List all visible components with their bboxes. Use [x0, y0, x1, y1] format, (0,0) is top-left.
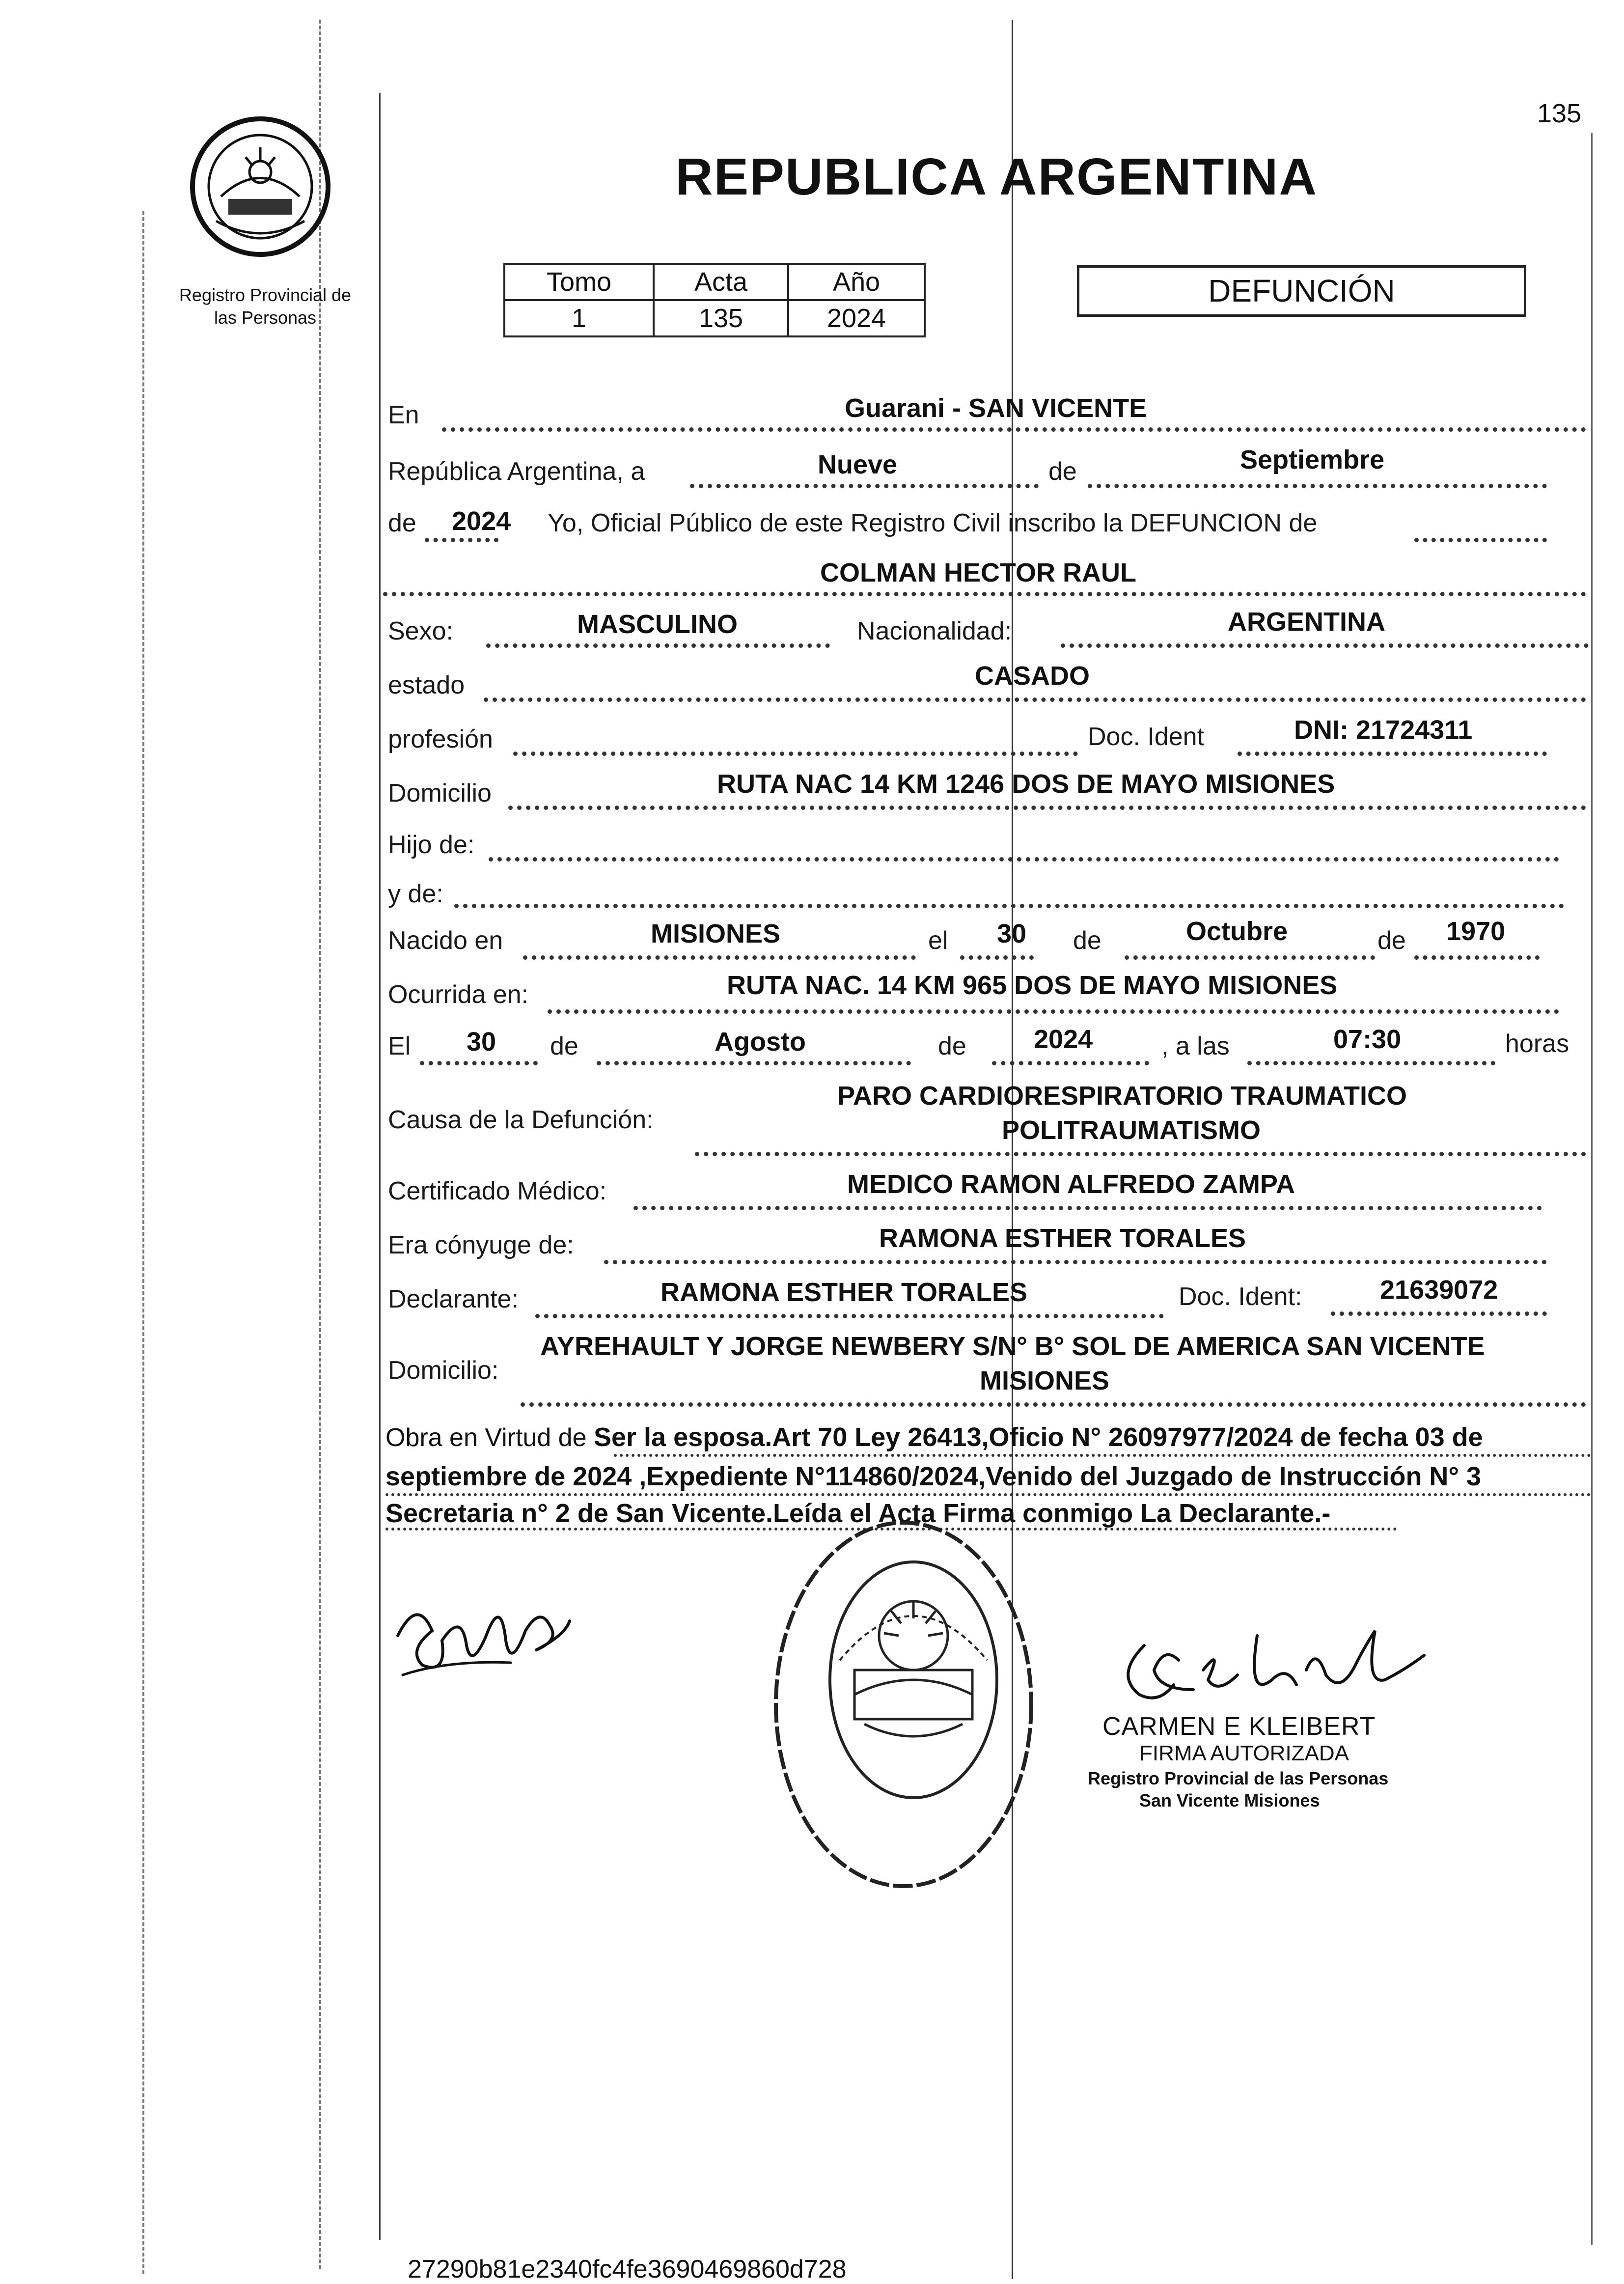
nacido-dots — [523, 955, 916, 960]
domicilio2-dots — [521, 1402, 1586, 1407]
nac-anio-value: 1970 — [1446, 917, 1506, 946]
de1-label: de — [1048, 457, 1077, 486]
hora-value: 07:30 — [1333, 1025, 1402, 1054]
fall-mes-value: Agosto — [715, 1027, 806, 1057]
doc-type-box — [1077, 265, 1526, 317]
misiones-seal-icon — [187, 113, 334, 260]
causa-label: Causa de la Defunción: — [388, 1106, 654, 1134]
doc-ident2-value: 21639072 — [1380, 1275, 1498, 1305]
delegacion-stamp-icon — [766, 1513, 1041, 1896]
nacionalidad-label: Nacionalidad: — [857, 617, 1012, 645]
el-label: el — [928, 926, 948, 955]
doc-ident2-label: Doc. Ident: — [1179, 1282, 1302, 1311]
scan-fold-line — [1012, 20, 1013, 2279]
nac-dia-value: 30 — [997, 919, 1027, 948]
declarant-signature-icon — [388, 1577, 575, 1695]
el2-label: El — [388, 1032, 411, 1060]
official-location: San Vicente Misiones — [1139, 1790, 1320, 1810]
de2-label: de — [388, 509, 416, 537]
republica-label: República Argentina, a — [388, 457, 645, 486]
nacionalidad-value: ARGENTINA — [1228, 607, 1385, 637]
page-number: 135 — [1537, 99, 1582, 128]
hora-dots — [1247, 1061, 1495, 1065]
causa-dots — [695, 1152, 1586, 1156]
profesion-dots — [513, 752, 1078, 756]
domicilio2-value-line2: MISIONES — [980, 1366, 1110, 1395]
observaciones-line1-bold: Ser la esposa.Art 70 Ley 26413,Oficio N° 26097977/2024 de fecha 03 de — [593, 1422, 1483, 1452]
observaciones-line1 — [385, 1422, 1483, 1452]
doc-type-label: DEFUNCIÓN — [1208, 273, 1395, 308]
nombre-dots — [383, 592, 1586, 596]
yde-label: y de: — [388, 880, 443, 908]
conyuge-dots — [604, 1260, 1547, 1264]
nacido-label: Nacido en — [388, 926, 503, 955]
fall-dia-value: 30 — [467, 1027, 496, 1057]
registry-header-acta: Acta — [654, 264, 788, 300]
en-label: En — [388, 401, 419, 429]
left-margin-line-2 — [319, 20, 321, 2269]
domicilio-label: Domicilio — [388, 779, 492, 808]
domicilio-dots — [508, 806, 1586, 810]
deceased-name-value: COLMAN HECTOR RAUL — [820, 558, 1136, 587]
anio-value: 2024 — [452, 506, 511, 536]
nac-mes-value: Octubre — [1186, 917, 1288, 946]
en-dots — [442, 427, 1586, 432]
hijo-dots — [489, 857, 1559, 862]
de5-label: de — [550, 1032, 578, 1060]
registry-value-acta: 135 — [654, 300, 788, 336]
conyuge-label: Era cónyuge de: — [388, 1231, 574, 1259]
ocurrida-dots — [548, 1009, 1559, 1014]
conyuge-value: RAMONA ESTHER TORALES — [879, 1224, 1246, 1253]
fall-dia-dots — [420, 1061, 538, 1065]
official-stamp — [766, 1513, 1041, 1896]
dia-value: Nueve — [818, 450, 898, 479]
observaciones-dots-2 — [385, 1493, 1591, 1496]
nac-dia-dots — [960, 955, 1034, 960]
domicilio2-label: Domicilio: — [388, 1356, 499, 1385]
de4-label: de — [1377, 926, 1406, 955]
oficial-trailing-dots — [1414, 538, 1547, 542]
certificado-dots — [633, 1206, 1542, 1210]
province-logo — [187, 113, 334, 260]
mes-value: Septiembre — [1240, 445, 1385, 474]
fall-anio-value: 2024 — [1034, 1025, 1093, 1054]
registry-header-anio: Año — [788, 264, 925, 300]
de6-label: de — [938, 1032, 966, 1060]
nac-mes-dots — [1125, 955, 1375, 960]
document-title: REPUBLICA ARGENTINA — [675, 148, 1318, 206]
official-role: FIRMA AUTORIZADA — [1139, 1741, 1349, 1765]
ocurrida-value: RUTA NAC. 14 KM 965 DOS DE MAYO MISIONES — [727, 971, 1338, 1000]
horas-label: horas — [1505, 1030, 1569, 1058]
sexo-dots — [486, 643, 830, 648]
declarante-dots — [535, 1314, 1164, 1318]
fall-anio-dots — [992, 1061, 1149, 1065]
registry-header-tomo: Tomo — [504, 264, 654, 300]
ocurrida-label: Ocurrida en: — [388, 980, 529, 1009]
domicilio2-value-line1: AYREHAULT Y JORGE NEWBERY S/N° B° SOL DE AMERICA SAN VICENTE — [540, 1332, 1485, 1361]
yde-dots — [454, 904, 1564, 908]
profesion-label: profesión — [388, 725, 493, 753]
registry-value-tomo: 1 — [504, 300, 654, 336]
estado-value: CASADO — [975, 661, 1090, 691]
logo-caption-line1: Registro Provincial de — [179, 285, 352, 305]
estado-dots — [484, 697, 1586, 702]
sexo-value: MASCULINO — [577, 610, 738, 639]
nacido-value: MISIONES — [651, 919, 781, 948]
anio-dots — [425, 538, 498, 542]
certificado-value: MEDICO RAMON ALFREDO ZAMPA — [847, 1170, 1295, 1199]
registry-table-header-row — [504, 264, 925, 300]
hijo-label: Hijo de: — [388, 831, 475, 859]
de3-label: de — [1073, 926, 1101, 955]
nacionalidad-dots — [1061, 643, 1589, 648]
observaciones-line3-text: Secretaria n° 2 de San Vicente.Leída el Acta Firma conmigo La Declarante.- — [385, 1499, 1331, 1528]
registry-value-anio: 2024 — [788, 300, 925, 336]
observaciones-line2-text: septiembre de 2024 ,Expediente N°114860/2024,Venido del Juzgado de Instrucción N° 3 — [385, 1462, 1482, 1491]
observaciones-prefix: Obra en Virtud de — [385, 1423, 594, 1452]
mes-dots — [1088, 484, 1547, 488]
nac-anio-dots — [1414, 955, 1540, 960]
official-registry: Registro Provincial de las Personas — [1088, 1768, 1389, 1788]
footer-hash: 27290b81e2340fc4fe3690469860d728 — [408, 2255, 847, 2284]
oficial-text: Yo, Oficial Público de este Registro Civil inscribo la DEFUNCION de — [548, 509, 1318, 537]
observaciones-dots-1 — [614, 1454, 1591, 1457]
estado-label: estado — [388, 671, 465, 699]
declarante-label: Declarante: — [388, 1285, 519, 1313]
sexo-label: Sexo: — [388, 617, 453, 645]
logo-caption-line2: las Personas — [214, 307, 317, 328]
doc-ident2-dots — [1331, 1311, 1547, 1316]
form-left-border — [379, 93, 381, 2240]
dia-dots — [690, 484, 1039, 488]
doc-ident-dots — [1238, 752, 1547, 756]
causa-value-line1: PARO CARDIORESPIRATORIO TRAUMATICO — [837, 1081, 1407, 1111]
declarante-value: RAMONA ESTHER TORALES — [661, 1278, 1028, 1307]
doc-ident-value: DNI: 21724311 — [1294, 715, 1473, 745]
registry-table-value-row — [504, 300, 925, 336]
form-right-border — [1591, 133, 1593, 2245]
domicilio-value: RUTA NAC 14 KM 1246 DOS DE MAYO MISIONES — [717, 769, 1335, 799]
causa-value-line2: POLITRAUMATISMO — [1002, 1115, 1261, 1145]
en-value: Guarani - SAN VICENTE — [845, 393, 1147, 423]
official-signature-icon — [1110, 1616, 1434, 1709]
fall-mes-dots — [597, 1061, 911, 1065]
official-name: CARMEN E KLEIBERT — [1102, 1712, 1376, 1741]
left-margin-line-1 — [142, 211, 144, 2274]
doc-ident-label: Doc. Ident — [1088, 723, 1205, 751]
observaciones-line2 — [385, 1461, 1481, 1492]
declarant-signature — [388, 1577, 575, 1695]
registry-table — [503, 263, 926, 337]
official-signature — [1110, 1616, 1434, 1709]
certificado-label: Certificado Médico: — [388, 1177, 607, 1205]
alas-label: , a las — [1161, 1032, 1230, 1060]
